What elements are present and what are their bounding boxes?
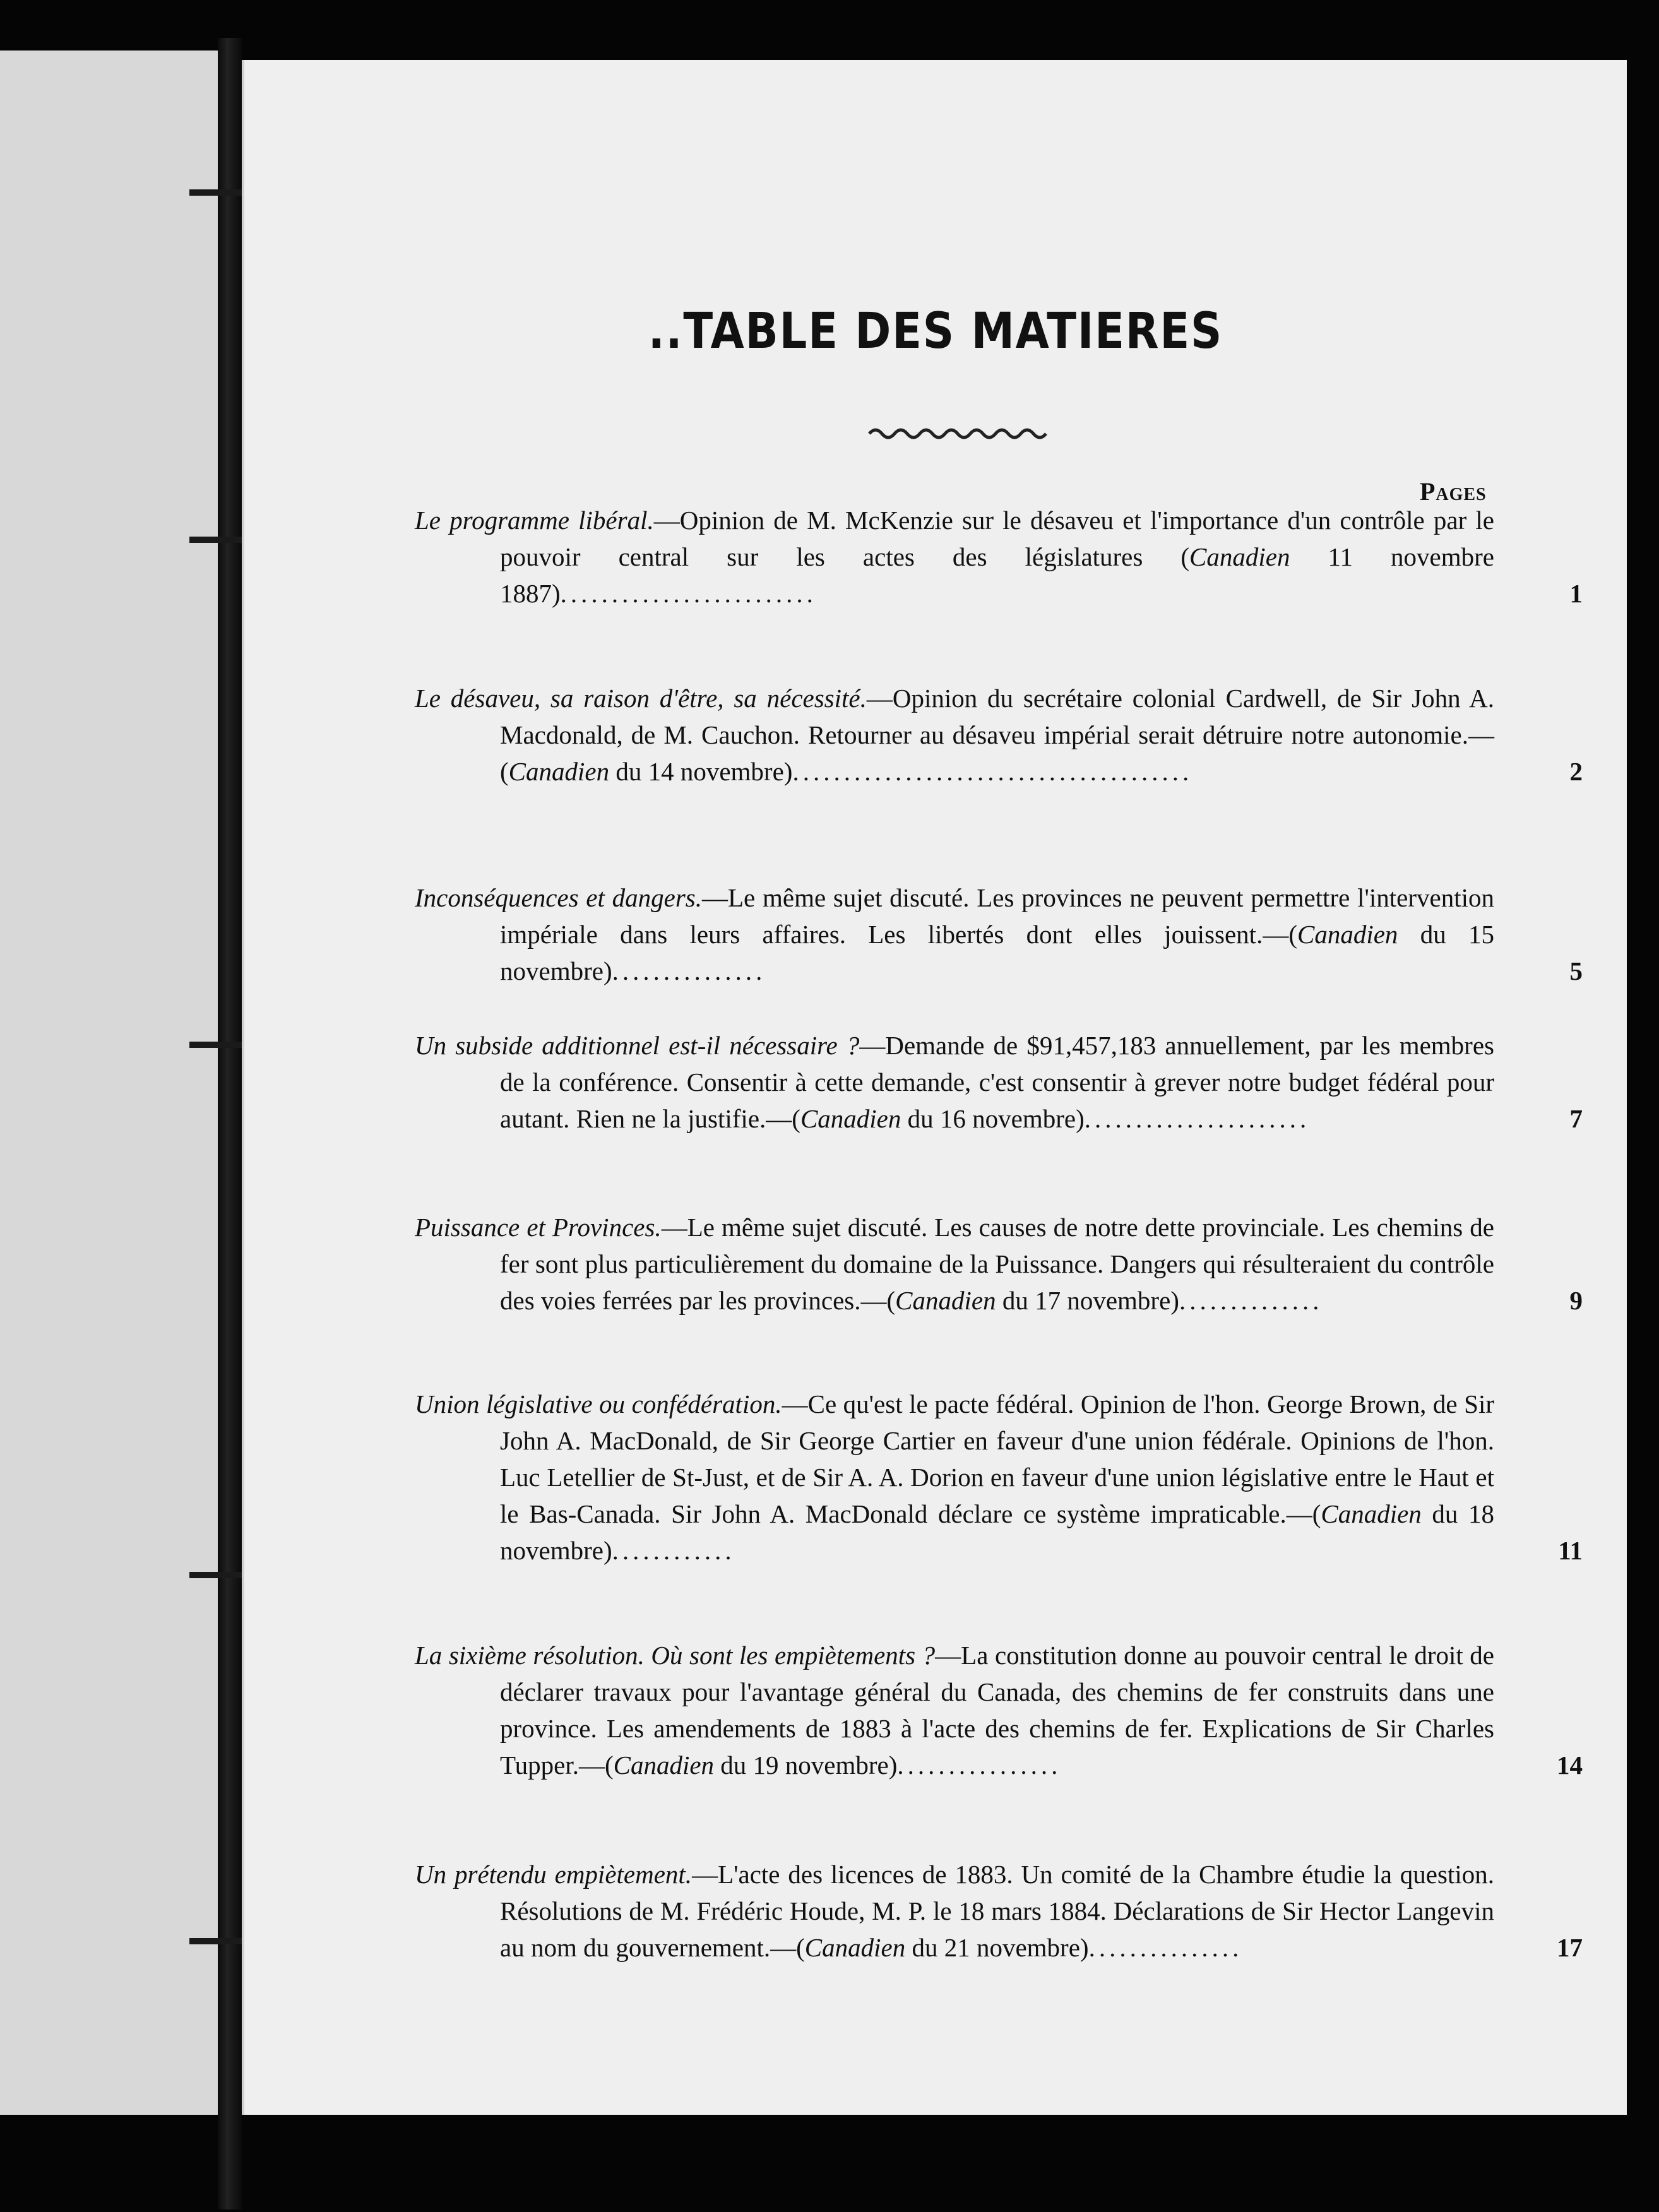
entry-source: Canadien (508, 757, 610, 786)
entry-body: —Opinion du secrétaire colonial Cardwell, de Sir John A. Macdonald, de M. Cauchon. Retourner au désaveu impérial serait détruire notre autonomie.—( (500, 684, 1494, 786)
entry-body: —La constitution donne au pouvoir central le droit de déclarer travaux pour l'avantage général du Canada, des chemins de fer construits dans une province. Les amendements de 1883 à l'acte des chemins de fer. Explications de Sir Charles Tupper.—( (500, 1641, 1494, 1780)
entry-source: Canadien (1297, 920, 1398, 949)
toc-entry (415, 1856, 1583, 1966)
entry-source: Canadien (1321, 1499, 1422, 1528)
facing-page (0, 51, 220, 2115)
entry-tail: du 21 novembre) (905, 1933, 1089, 1962)
toc-entry (415, 1027, 1583, 1137)
entry-heading: Le désaveu, sa raison d'être, sa nécessité. (415, 684, 867, 713)
entry-page-number: 2 (1569, 757, 1583, 786)
entry-heading: Un prétendu empiètement. (415, 1860, 693, 1889)
entry-body: —Ce qu'est le pacte fédéral. Opinion de l'hon. George Brown, de Sir John A. MacDonald, de Sir George Cartier en faveur d'une union fédérale. Opinions de l'hon. Luc Letellier de St-Just, et de Sir A. A. Dorion en faveur d'une union législative entre le Haut et le Bas-Canada. Sir John A. MacDonald déclare ce système impraticable.—( (500, 1389, 1495, 1528)
dot-leader: ...................... (1084, 1104, 1311, 1133)
toc-entry (415, 879, 1583, 989)
toc-entry (415, 502, 1583, 612)
entry-page-number: 1 (1569, 579, 1583, 608)
entry-source: Canadien (613, 1751, 715, 1780)
entry-tail: du 16 novembre) (901, 1104, 1085, 1133)
entry-heading: La sixième résolution. Où sont les empiètements ? (415, 1641, 936, 1670)
dot-leader: ............... (1088, 1933, 1243, 1962)
entry-heading: Union législative ou confédération. (415, 1389, 782, 1418)
dot-leader: .............. (1179, 1286, 1323, 1315)
entry-body: —Le même sujet discuté. Les causes de notre dette provinciale. Les chemins de fer sont plus particulièrement du domaine de la Puissance. Dangers qui résulteraient du contrôle des voies ferrées par les provinces.—( (500, 1213, 1495, 1315)
dot-leader: ............ (612, 1536, 735, 1565)
entry-page-number: 7 (1569, 1104, 1583, 1133)
toc-entry (415, 680, 1583, 790)
entry-source: Canadien (1189, 542, 1290, 571)
entry-tail: du 14 novembre) (609, 757, 793, 786)
entry-page-number: 11 (1558, 1536, 1583, 1565)
dot-leader: ................ (897, 1751, 1062, 1780)
entry-page-number: 9 (1569, 1286, 1583, 1315)
entry-tail: du 19 novembre) (714, 1751, 898, 1780)
ornament-divider (866, 420, 1049, 445)
entry-body: —Le même sujet discuté. Les provinces ne peuvent permettre l'intervention impériale dans leurs affaires. Les libertés dont elles jouissent.—( (500, 883, 1494, 949)
entry-heading: Le programme libéral. (415, 506, 654, 535)
pages-column-header: Pages (1420, 477, 1487, 506)
dot-leader: ............... (612, 956, 766, 985)
dot-leader: ....................................... (792, 757, 1193, 786)
entry-tail: du 15 novembre) (500, 920, 1494, 985)
toc-entry (415, 1386, 1583, 1569)
entry-tail: du 17 novembre) (996, 1286, 1179, 1315)
entry-heading: Inconséquences et dangers. (415, 883, 702, 912)
book-binding (218, 38, 242, 2209)
dot-leader: ......................... (560, 579, 817, 608)
entry-source: Canadien (800, 1104, 901, 1133)
entry-heading: Puissance et Provinces. (415, 1213, 662, 1242)
entry-tail: 11 novembre 1887) (500, 542, 1495, 608)
entry-source: Canadien (895, 1286, 996, 1315)
entry-page-number: 14 (1557, 1751, 1583, 1780)
toc-entry (415, 1637, 1583, 1783)
entry-body: —Demande de $91,457,183 annuellement, par les membres de la conférence. Consentir à cette demande, c'est consentir à grever notre budget fédéral pour autant. Rien ne la justifie.—( (500, 1031, 1494, 1133)
entry-body: —L'acte des licences de 1883. Un comité de la Chambre étudie la question. Résolutions de M. Frédéric Houde, M. P. le 18 mars 1884. Déclarations de Sir Hector Langevin au nom du gouvernement.—( (500, 1860, 1494, 1962)
entry-page-number: 17 (1557, 1933, 1583, 1962)
page-title: ..TABLE DES MATIERES (648, 303, 1223, 360)
entry-heading: Un subside additionnel est-il nécessaire ? (415, 1031, 860, 1060)
document-page (242, 60, 1627, 2115)
entry-body: —Opinion de M. McKenzie sur le désaveu et l'importance d'un contrôle par le pouvoir central sur les actes des législatures ( (500, 506, 1495, 571)
entry-tail: du 18 novembre) (500, 1499, 1495, 1565)
entry-page-number: 5 (1569, 956, 1583, 985)
toc-entry (415, 1209, 1583, 1319)
entry-source: Canadien (804, 1933, 906, 1962)
